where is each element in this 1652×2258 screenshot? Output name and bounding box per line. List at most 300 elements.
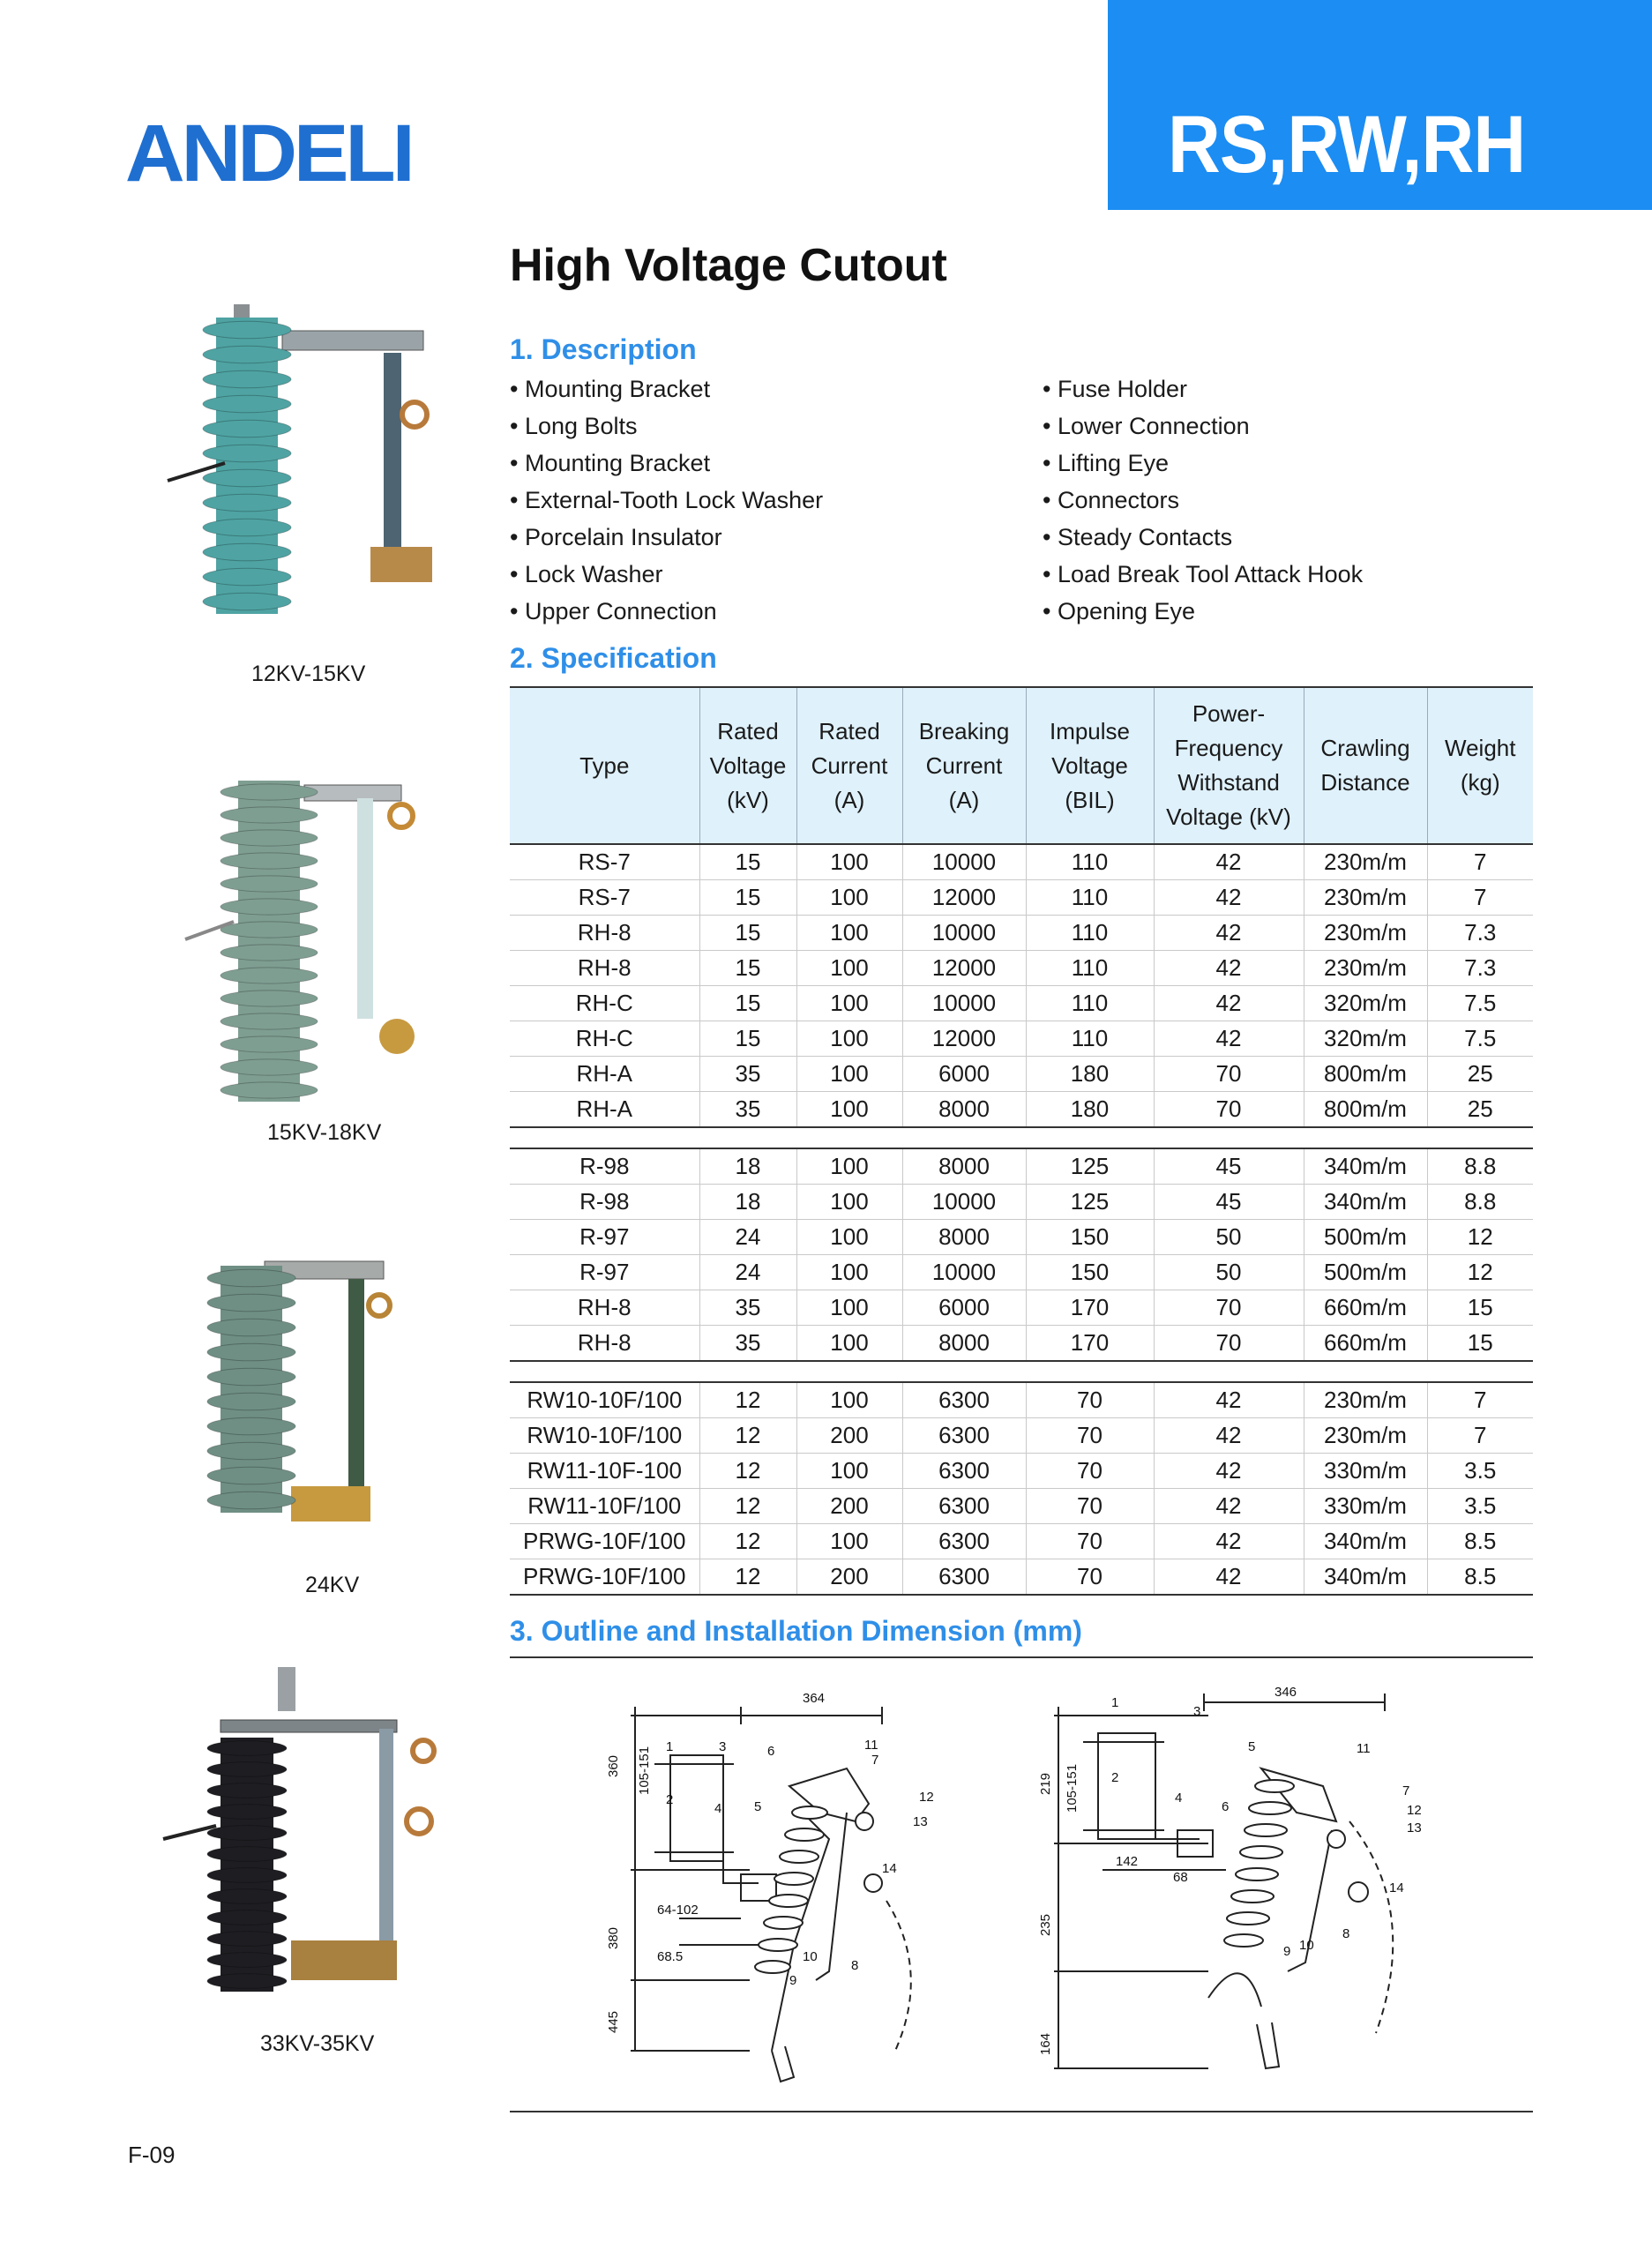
- table-cell: 100: [796, 1454, 902, 1489]
- table-cell: 3.5: [1427, 1454, 1533, 1489]
- part-label-1: 1: [666, 1739, 674, 1754]
- table-cell: 340m/m: [1304, 1559, 1427, 1596]
- table-row: [510, 1021, 1533, 1057]
- product-photo-24kv: [181, 1213, 419, 1566]
- table-row: [510, 880, 1533, 916]
- table-row: [510, 1148, 1533, 1185]
- page-title: High Voltage Cutout: [510, 240, 947, 291]
- table-cell: 70: [1026, 1524, 1154, 1559]
- table-cell: 42: [1154, 1489, 1304, 1524]
- table-cell: 15: [699, 844, 796, 880]
- table-cell: 45: [1154, 1148, 1304, 1185]
- table-cell: 50: [1154, 1220, 1304, 1255]
- insulator-shed: [203, 370, 291, 388]
- insulator-shed: [221, 1059, 318, 1075]
- table-cell: 110: [1026, 951, 1154, 986]
- dim-left-span-2: 68.5: [657, 1949, 684, 1964]
- product-photo-15kv: [181, 745, 437, 1107]
- table-row: [510, 1559, 1533, 1596]
- part-label-14: 14: [1389, 1880, 1404, 1895]
- table-cell: 7.3: [1427, 951, 1533, 986]
- table-cell: 10000: [902, 986, 1026, 1021]
- table-cell: 110: [1026, 916, 1154, 951]
- table-cell: 35: [699, 1057, 796, 1092]
- brand-logo: ANDELI: [124, 108, 412, 198]
- table-cell: 100: [796, 916, 902, 951]
- insulator-shed: [203, 469, 291, 487]
- column-header: Type: [510, 687, 699, 844]
- dim-left-height-2: 105-151: [637, 1746, 652, 1795]
- insulator-shed: [203, 568, 291, 586]
- table-cell: 100: [796, 1021, 902, 1057]
- description-item: • Lifting Eye: [1043, 445, 1363, 482]
- table-cell: 15: [699, 880, 796, 916]
- table-cell: 6300: [902, 1418, 1026, 1454]
- part-label-9: 9: [789, 1973, 797, 1988]
- table-cell: 100: [796, 1326, 902, 1362]
- table-cell: 10000: [902, 1185, 1026, 1220]
- table-cell: 42: [1154, 951, 1304, 986]
- table-cell: 70: [1154, 1290, 1304, 1326]
- part-label-14: 14: [882, 1861, 897, 1876]
- table-cell: 15: [699, 1021, 796, 1057]
- insulator-shed: [207, 1319, 295, 1336]
- insulator-shed: [207, 1467, 295, 1484]
- insulator-shed: [207, 1889, 287, 1904]
- description-list-right: [1043, 370, 1363, 630]
- table-cell: 42: [1154, 1382, 1304, 1418]
- insulator-shed: [221, 968, 318, 983]
- dim-right-height-4: 164: [1038, 2032, 1053, 2055]
- part-label-13: 13: [913, 1814, 928, 1829]
- dim-right-span-2: 68: [1173, 1870, 1188, 1885]
- insulator-shed: [207, 1868, 287, 1883]
- description-list-left: [510, 370, 823, 630]
- table-cell: 100: [796, 1057, 902, 1092]
- column-header: Rated Current (A): [796, 687, 902, 844]
- part-label-12: 12: [1407, 1803, 1422, 1818]
- part-label-6: 6: [767, 1744, 775, 1759]
- table-cell: 180: [1026, 1092, 1154, 1128]
- group-gap: [510, 1361, 1533, 1382]
- insulator-shed: [207, 1294, 295, 1312]
- table-cell: 200: [796, 1418, 902, 1454]
- table-cell: 10000: [902, 1255, 1026, 1290]
- table-cell: 100: [796, 1148, 902, 1185]
- table-cell: 42: [1154, 1021, 1304, 1057]
- insulator-shed: [207, 1762, 287, 1777]
- dimension-top-rule: [510, 1656, 1533, 1658]
- table-cell: 12: [699, 1382, 796, 1418]
- table-cell: 70: [1026, 1382, 1154, 1418]
- table-cell: 800m/m: [1304, 1057, 1427, 1092]
- table-cell: 100: [796, 1092, 902, 1128]
- description-item: • Long Bolts: [510, 407, 823, 445]
- photo-caption-4: 33KV-35KV: [260, 2031, 375, 2056]
- group-gap: [510, 1127, 1533, 1148]
- insulator-core: [238, 781, 300, 1102]
- table-row: [510, 1382, 1533, 1418]
- part-label-4: 4: [1175, 1791, 1183, 1806]
- table-cell: R-98: [510, 1148, 699, 1185]
- table-cell: 50: [1154, 1255, 1304, 1290]
- table-cell: 70: [1026, 1454, 1154, 1489]
- column-header: Power- Frequency Withstand Voltage (kV): [1154, 687, 1304, 844]
- description-item: • Upper Connection: [510, 593, 823, 630]
- part-label-10: 10: [1299, 1938, 1314, 1953]
- table-cell: 42: [1154, 1524, 1304, 1559]
- description-heading: 1. Description: [510, 333, 697, 365]
- table-cell: 6000: [902, 1057, 1026, 1092]
- column-header: Impulse Voltage (BIL): [1026, 687, 1154, 844]
- table-cell: 8000: [902, 1092, 1026, 1128]
- table-cell: 6000: [902, 1290, 1026, 1326]
- table-row: [510, 1489, 1533, 1524]
- page-number: F-09: [128, 2142, 176, 2168]
- product-photo-12kv: [150, 282, 467, 635]
- table-cell: 100: [796, 844, 902, 880]
- part-label-13: 13: [1407, 1821, 1422, 1836]
- table-cell: 70: [1154, 1326, 1304, 1362]
- table-cell: 12: [1427, 1255, 1533, 1290]
- table-row: [510, 844, 1533, 880]
- table-cell: 660m/m: [1304, 1290, 1427, 1326]
- part-label-7: 7: [1402, 1783, 1410, 1798]
- table-cell: RH-A: [510, 1092, 699, 1128]
- insulator-shed: [203, 395, 291, 413]
- table-row: [510, 1454, 1533, 1489]
- part-label-10: 10: [803, 1949, 818, 1964]
- dim-right-height-1: 219: [1038, 1772, 1053, 1795]
- insulator-shed: [203, 321, 291, 339]
- part-label-6: 6: [1222, 1799, 1230, 1814]
- table-cell: 6300: [902, 1382, 1026, 1418]
- table-cell: 150: [1026, 1220, 1154, 1255]
- table-cell: RH-8: [510, 1290, 699, 1326]
- table-row: [510, 1185, 1533, 1220]
- dim-right-height-3: 235: [1038, 1913, 1053, 1936]
- table-cell: 42: [1154, 1559, 1304, 1596]
- table-cell: 100: [796, 880, 902, 916]
- table-cell: RS-7: [510, 880, 699, 916]
- table-row: [510, 1326, 1533, 1362]
- table-cell: RH-A: [510, 1057, 699, 1092]
- description-item: • Lock Washer: [510, 556, 823, 593]
- table-cell: 12: [699, 1559, 796, 1596]
- table-cell: 500m/m: [1304, 1255, 1427, 1290]
- insulator-shed: [207, 1393, 295, 1410]
- table-row: [510, 1092, 1533, 1128]
- table-cell: RW11-10F-100: [510, 1454, 699, 1489]
- table-cell: 42: [1154, 1454, 1304, 1489]
- table-cell: 12: [699, 1454, 796, 1489]
- table-cell: 170: [1026, 1326, 1154, 1362]
- description-item: • Mounting Bracket: [510, 445, 823, 482]
- table-cell: 8.5: [1427, 1559, 1533, 1596]
- table-cell: 7.5: [1427, 986, 1533, 1021]
- table-cell: 7.5: [1427, 1021, 1533, 1057]
- insulator-shed: [207, 1343, 295, 1361]
- insulator-body: [221, 781, 318, 1102]
- insulator-shed: [221, 876, 318, 892]
- insulator-shed: [207, 1805, 287, 1820]
- dim-right-span-1: 142: [1116, 1854, 1139, 1869]
- table-cell: 110: [1026, 844, 1154, 880]
- table-row: [510, 1418, 1533, 1454]
- insulator-shed: [207, 1492, 295, 1509]
- table-cell: 8000: [902, 1326, 1026, 1362]
- table-cell: 3.5: [1427, 1489, 1533, 1524]
- table-cell: 100: [796, 1382, 902, 1418]
- insulator-shed: [221, 853, 318, 869]
- table-cell: 12000: [902, 951, 1026, 986]
- description-item: • Steady Contacts: [1043, 519, 1363, 556]
- table-cell: 170: [1026, 1290, 1154, 1326]
- table-cell: 24: [699, 1220, 796, 1255]
- insulator-shed: [203, 420, 291, 437]
- table-cell: 12: [699, 1489, 796, 1524]
- table-cell: 10000: [902, 916, 1026, 951]
- table-cell: 8.8: [1427, 1185, 1533, 1220]
- table-cell: 18: [699, 1185, 796, 1220]
- table-cell: 35: [699, 1290, 796, 1326]
- insulator-shed: [221, 807, 318, 823]
- table-row: [510, 986, 1533, 1021]
- table-cell: 320m/m: [1304, 986, 1427, 1021]
- insulator-shed: [221, 945, 318, 961]
- column-header: Weight (kg): [1427, 687, 1533, 844]
- table-cell: 15: [1427, 1326, 1533, 1362]
- table-cell: 125: [1026, 1148, 1154, 1185]
- table-cell: 15: [699, 986, 796, 1021]
- table-row: [510, 916, 1533, 951]
- part-label-1: 1: [1111, 1695, 1119, 1710]
- insulator-shed: [221, 830, 318, 846]
- table-cell: 340m/m: [1304, 1524, 1427, 1559]
- description-item: • Load Break Tool Attack Hook: [1043, 556, 1363, 593]
- table-cell: 70: [1154, 1057, 1304, 1092]
- insulator-shed: [203, 346, 291, 363]
- table-cell: 25: [1427, 1092, 1533, 1128]
- table-cell: 230m/m: [1304, 916, 1427, 951]
- description-item: • Connectors: [1043, 482, 1363, 519]
- part-label-11: 11: [1357, 1741, 1371, 1756]
- table-cell: 100: [796, 986, 902, 1021]
- part-label-2: 2: [666, 1792, 674, 1807]
- table-cell: 25: [1427, 1057, 1533, 1092]
- table-cell: 230m/m: [1304, 1382, 1427, 1418]
- insulator-shed: [207, 1783, 287, 1798]
- insulator-shed: [221, 1036, 318, 1052]
- table-cell: 8000: [902, 1220, 1026, 1255]
- photo-caption-3: 24KV: [305, 1573, 360, 1597]
- table-cell: 8.5: [1427, 1524, 1533, 1559]
- part-label-7: 7: [871, 1753, 879, 1768]
- table-cell: 6300: [902, 1524, 1026, 1559]
- outline-drawing-left: [582, 1680, 988, 2086]
- insulator-shed: [203, 519, 291, 536]
- table-cell: 100: [796, 1524, 902, 1559]
- table-cell: 230m/m: [1304, 880, 1427, 916]
- table-cell: 200: [796, 1489, 902, 1524]
- table-row: [510, 1290, 1533, 1326]
- table-cell: 70: [1154, 1092, 1304, 1128]
- dim-left-height-4: 445: [606, 2010, 621, 2033]
- insulator-shed: [221, 991, 318, 1006]
- table-cell: R-98: [510, 1185, 699, 1220]
- insulator-shed: [207, 1974, 287, 1989]
- part-label-9: 9: [1283, 1944, 1291, 1959]
- table-cell: 7: [1427, 844, 1533, 880]
- table-cell: RW11-10F/100: [510, 1489, 699, 1524]
- insulator-shed: [207, 1847, 287, 1862]
- table-cell: 100: [796, 951, 902, 986]
- table-cell: 110: [1026, 880, 1154, 916]
- table-cell: 12000: [902, 1021, 1026, 1057]
- table-cell: 7.3: [1427, 916, 1533, 951]
- table-cell: 12000: [902, 880, 1026, 916]
- table-cell: RW10-10F/100: [510, 1418, 699, 1454]
- insulator-shed: [207, 1910, 287, 1925]
- dim-left-height-1: 360: [606, 1754, 621, 1777]
- table-cell: 660m/m: [1304, 1326, 1427, 1362]
- table-cell: 230m/m: [1304, 951, 1427, 986]
- table-cell: 6300: [902, 1559, 1026, 1596]
- table-cell: 15: [1427, 1290, 1533, 1326]
- description-item: • Opening Eye: [1043, 593, 1363, 630]
- table-cell: 42: [1154, 1418, 1304, 1454]
- table-row: [510, 1524, 1533, 1559]
- insulator-body: [207, 1738, 287, 1992]
- dim-left-span-1: 64-102: [657, 1903, 699, 1918]
- table-cell: 70: [1026, 1418, 1154, 1454]
- table-cell: 100: [796, 1290, 902, 1326]
- table-cell: PRWG-10F/100: [510, 1559, 699, 1596]
- table-cell: 340m/m: [1304, 1185, 1427, 1220]
- table-cell: 42: [1154, 986, 1304, 1021]
- part-label-8: 8: [1342, 1926, 1350, 1941]
- dim-left-width: 364: [803, 1691, 826, 1706]
- table-cell: 150: [1026, 1255, 1154, 1290]
- table-cell: 100: [796, 1185, 902, 1220]
- table-cell: 24: [699, 1255, 796, 1290]
- table-cell: 7: [1427, 880, 1533, 916]
- table-cell: 200: [796, 1559, 902, 1596]
- table-cell: R-97: [510, 1255, 699, 1290]
- insulator-shed: [203, 593, 291, 610]
- table-cell: RH-C: [510, 986, 699, 1021]
- table-cell: PRWG-10F/100: [510, 1524, 699, 1559]
- product-photo-33kv: [150, 1658, 450, 2011]
- table-cell: 12: [699, 1418, 796, 1454]
- part-label-5: 5: [1248, 1739, 1256, 1754]
- part-label-11: 11: [864, 1738, 878, 1753]
- part-label-4: 4: [714, 1801, 722, 1816]
- insulator-shed: [203, 494, 291, 512]
- table-cell: 8.8: [1427, 1148, 1533, 1185]
- table-cell: 100: [796, 1220, 902, 1255]
- specification-table: [510, 686, 1533, 1596]
- table-cell: R-97: [510, 1220, 699, 1255]
- table-cell: 42: [1154, 844, 1304, 880]
- description-item: • Fuse Holder: [1043, 370, 1363, 407]
- table-cell: 35: [699, 1326, 796, 1362]
- table-row: [510, 1220, 1533, 1255]
- table-cell: 15: [699, 951, 796, 986]
- table-cell: 8000: [902, 1148, 1026, 1185]
- insulator-shed: [207, 1953, 287, 1968]
- insulator-shed: [221, 784, 318, 800]
- table-cell: 12: [699, 1524, 796, 1559]
- table-cell: 6300: [902, 1454, 1026, 1489]
- table-cell: 42: [1154, 880, 1304, 916]
- table-cell: 230m/m: [1304, 844, 1427, 880]
- table-cell: RS-7: [510, 844, 699, 880]
- table-cell: 70: [1026, 1559, 1154, 1596]
- table-cell: 45: [1154, 1185, 1304, 1220]
- column-header: Crawling Distance: [1304, 687, 1427, 844]
- table-row: [510, 1057, 1533, 1092]
- insulator-shed: [207, 1826, 287, 1841]
- part-label-5: 5: [754, 1799, 762, 1814]
- dimension-bottom-rule: [510, 2111, 1533, 2112]
- table-cell: 110: [1026, 986, 1154, 1021]
- insulator-shed: [207, 1442, 295, 1460]
- table-cell: 12: [1427, 1220, 1533, 1255]
- table-cell: 180: [1026, 1057, 1154, 1092]
- table-cell: 35: [699, 1092, 796, 1128]
- table-cell: 320m/m: [1304, 1021, 1427, 1057]
- column-header: Breaking Current (A): [902, 687, 1026, 844]
- insulator-shed: [207, 1932, 287, 1947]
- model-banner: [1108, 0, 1652, 210]
- dim-right-height-2: 105-151: [1065, 1763, 1080, 1813]
- insulator-shed: [207, 1741, 287, 1756]
- insulator-shed: [207, 1417, 295, 1435]
- table-row: [510, 1255, 1533, 1290]
- table-cell: 330m/m: [1304, 1489, 1427, 1524]
- photo-caption-2: 15KV-18KV: [267, 1120, 382, 1145]
- table-cell: 800m/m: [1304, 1092, 1427, 1128]
- insulator-shed: [221, 922, 318, 938]
- description-item: • External-Tooth Lock Washer: [510, 482, 823, 519]
- table-cell: 42: [1154, 916, 1304, 951]
- model-names: RS,RW,RH: [1168, 100, 1526, 190]
- table-cell: 125: [1026, 1185, 1154, 1220]
- table-cell: 110: [1026, 1021, 1154, 1057]
- table-row: [510, 951, 1533, 986]
- photo-caption-1: 12KV-15KV: [251, 662, 366, 686]
- part-label-12: 12: [919, 1790, 934, 1805]
- dim-right-width: 346: [1275, 1685, 1297, 1700]
- table-cell: RH-8: [510, 951, 699, 986]
- part-label-2: 2: [1111, 1770, 1119, 1785]
- table-cell: RH-8: [510, 916, 699, 951]
- dimension-heading: 3. Outline and Installation Dimension (mm): [510, 1615, 1082, 1647]
- column-header: Rated Voltage (kV): [699, 687, 796, 844]
- insulator-body: [207, 1266, 295, 1513]
- table-cell: 10000: [902, 844, 1026, 880]
- table-cell: 18: [699, 1148, 796, 1185]
- description-item: • Lower Connection: [1043, 407, 1363, 445]
- insulator-shed: [207, 1368, 295, 1386]
- table-cell: 330m/m: [1304, 1454, 1427, 1489]
- table-cell: 6300: [902, 1489, 1026, 1524]
- insulator-shed: [203, 543, 291, 561]
- dim-left-height-3: 380: [606, 1926, 621, 1949]
- table-cell: RW10-10F/100: [510, 1382, 699, 1418]
- description-item: • Mounting Bracket: [510, 370, 823, 407]
